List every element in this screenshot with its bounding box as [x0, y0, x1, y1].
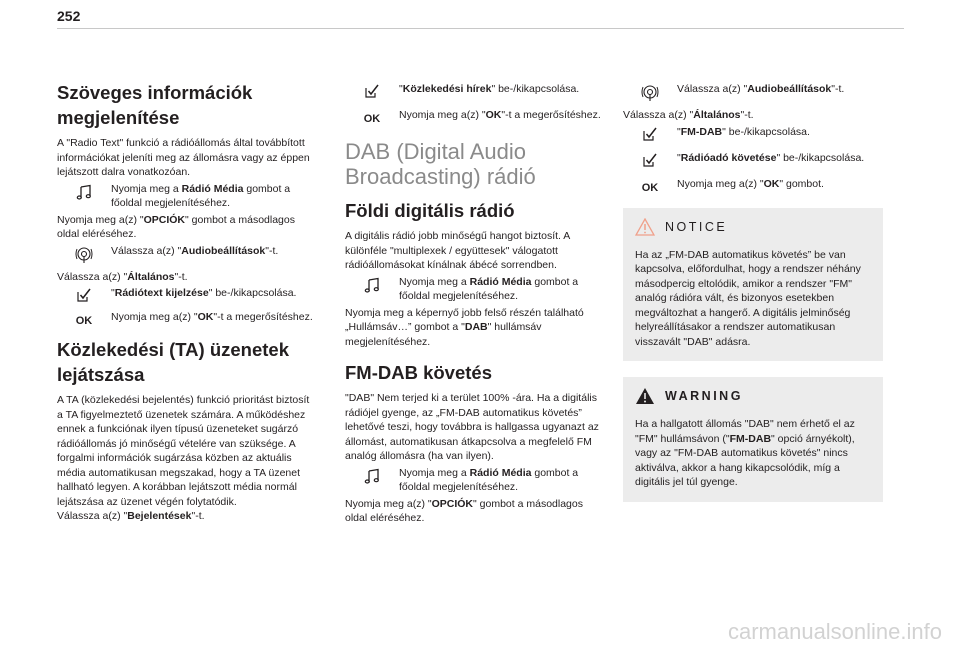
text-bold: Rádió Média [181, 182, 244, 195]
page-number: 252 [57, 8, 81, 24]
text-bold: OPCIÓK [143, 213, 186, 226]
text: Válassza a(z) " [623, 109, 694, 121]
text: Nyomja meg a [399, 466, 470, 479]
text: " hullámsáv megjelenítéséhez. [345, 321, 542, 348]
instruction-row [345, 466, 605, 495]
ok-icon: OK [641, 181, 659, 194]
text: gombot a főoldal megjelenítéséhez. [111, 182, 291, 209]
heading-traffic-announcements: Közlekedési (TA) üzenetek lejátszása [57, 339, 289, 385]
text: gombot a főoldal megjelenítéséhez. [399, 466, 579, 493]
instruction-row [57, 244, 317, 264]
text: " be-/kikapcsolása. [722, 125, 810, 138]
text: "-t a megerősítéshez. [213, 311, 313, 323]
music-note-icon [345, 466, 399, 484]
ok-icon: OK [363, 113, 381, 125]
checkbox-icon [623, 151, 677, 167]
text: Válassza a(z) " [111, 244, 182, 257]
text: " gombot a másodlagos oldal eléréséhez. [57, 213, 295, 240]
paragraph: A digitális rádió jobb minőségű hangot biztosít. A különféle "multiplexek / együttesek" válogatott rádióállomásokat kínálnak ábécé sorrendben. [345, 230, 570, 271]
music-note-icon [57, 182, 111, 200]
text: " [399, 83, 403, 95]
text-bold: Rádiótext kijelzése [114, 287, 209, 299]
text: " opció árnyékolt), vagy az "FM-DAB automatikus követés" nincs aktiválva, akkor a hang kikapcsolódik, míg a digitális jel túl gyenge. [635, 432, 855, 488]
text-bold: OK [763, 177, 780, 190]
heading-radio-text: Szöveges információk megjelenítése [57, 82, 253, 128]
text: Válassza a(z) " [677, 83, 748, 95]
notice-title: NOTICE [665, 219, 728, 234]
music-note-icon [345, 275, 399, 293]
column-3 [623, 80, 883, 502]
text: Nyomja meg a képernyő jobb felső részén található „Hullámsáv…” gombot a " [345, 306, 584, 333]
notice-triangle-icon [635, 218, 655, 236]
radio-settings-icon [623, 82, 677, 102]
text-bold: Audiobeállítások [181, 244, 266, 257]
heading-fm-dab: FM-DAB követés [345, 362, 492, 383]
text-bold: OK [485, 109, 502, 121]
text: "-t. [740, 109, 754, 121]
text-bold: Általános [693, 109, 741, 121]
column-2 [345, 80, 605, 526]
text: Nyomja meg a(z) " [399, 109, 486, 121]
warning-triangle-icon [635, 387, 655, 405]
instruction-row [57, 286, 317, 302]
text: " be-/kikapcsolása. [208, 287, 297, 299]
ok-icon: OK [75, 315, 93, 327]
text-bold: Audiobeállítások [747, 83, 832, 95]
text: " [677, 125, 681, 138]
text: "-t a megerősítéshez. [501, 109, 601, 121]
text-bold: DAB [464, 321, 488, 333]
text: "-t. [174, 270, 188, 283]
instruction-row [623, 125, 883, 141]
paragraph: "DAB" Nem terjed ki a terület 100% -ára. Ha a digitális rádiójel gyenge, az „FM-DAB automatikus követés” lehetővé teszi, hogy továbbra is hallgassa ugyanazt az állomást, automatikusan átkapcsolva a megfelelő FM analóg állomásra (ha van ilyen). [345, 392, 599, 462]
checkbox-icon [345, 82, 399, 98]
instruction-row [623, 82, 883, 102]
text-bold: Rádió Média [469, 466, 532, 479]
text-bold: FM-DAB [729, 432, 772, 445]
warning-title: WARNING [665, 389, 743, 403]
text-bold: OK [197, 311, 214, 323]
text-bold: Általános [127, 270, 175, 283]
notice-text: Ha az „FM-DAB automatikus követés” be van kapcsolva, előfordulhat, hogy a rendszer néhány másodpercig eltolódik, amikor a rendszer "FM" analóg rádióra vált, és bizonyos esetekben megváltozhat a hangerő. A digitális jelminőség helyreállításakor a rendszer automatikusan visszavált "DAB" adásra. [635, 248, 861, 348]
instruction-row [345, 275, 605, 304]
checkbox-icon [623, 125, 677, 141]
text-bold: Rádióadó követése [680, 151, 777, 164]
watermark: carmanualsonline.info [727, 619, 942, 644]
text: "-t. [831, 83, 845, 95]
text: Nyomja meg a(z) " [345, 497, 432, 510]
column-1 [57, 80, 317, 524]
header-divider [57, 28, 904, 29]
text: " be-/kikapcsolása. [776, 151, 865, 164]
text: Nyomja meg a [111, 182, 182, 195]
text: Válassza a(z) " [57, 510, 128, 522]
text-bold: Rádió Média [469, 275, 532, 288]
text: " be-/kikapcsolása. [491, 83, 580, 95]
text-bold: FM-DAB [680, 125, 723, 138]
instruction-row [57, 182, 317, 211]
instruction-row [623, 177, 883, 194]
text: Ha a hallgatott állomás "DAB" nem érhető el az "FM" hullámsávon (" [635, 418, 855, 445]
text-bold: Bejelentések [127, 510, 192, 522]
instruction-row [345, 82, 605, 98]
instruction-row [57, 310, 317, 327]
text: gombot a főoldal megjelenítéséhez. [399, 275, 579, 302]
instruction-row [623, 151, 883, 167]
heading-terrestrial-digital-radio: Földi digitális rádió [345, 200, 515, 221]
paragraph: A "Radio Text" funkció a rádióállomás által továbbított információkat jeleníti meg az állomásra vagy az éppen lejátszott dalra vonatkozóan. [57, 137, 310, 178]
text: "-t. [265, 244, 279, 257]
warning-box [623, 377, 883, 502]
text: " [677, 151, 681, 164]
text: " gombot. [779, 177, 824, 190]
text: " [111, 287, 115, 299]
checkbox-icon [57, 286, 111, 302]
paragraph: A TA (közlekedési bejelentés) funkció prioritást biztosít a TA figyelmeztető üzenetek számára. A működéshez ennek a funkciónak ilyen típusú üzeneteket sugárzó rádióállomás jó minőségű vételére van szüksége. A forgalmi információk sugárzása közben az aktuális média automatikusan megszakad, hogy a TA üzenet hallható legyen. A korábban lejátszott média normál lejátszása az üzenet végén folytatódik. [57, 394, 310, 508]
text: Nyomja meg a(z) " [57, 213, 144, 226]
notice-box [623, 208, 883, 362]
text: "-t. [191, 510, 205, 522]
text: Válassza a(z) " [57, 270, 128, 283]
text: " gombot a másodlagos oldal eléréséhez. [345, 497, 583, 524]
text-bold: OPCIÓK [431, 497, 474, 510]
text: Nyomja meg a(z) " [677, 177, 764, 190]
instruction-row [345, 108, 605, 125]
text-bold: Közlekedési hírek [402, 83, 492, 95]
text: Nyomja meg a(z) " [111, 311, 198, 323]
text: Nyomja meg a [399, 275, 470, 288]
radio-settings-icon [57, 244, 111, 264]
heading-dab: DAB (Digital Audio Broadcasting) rádió [345, 139, 536, 189]
